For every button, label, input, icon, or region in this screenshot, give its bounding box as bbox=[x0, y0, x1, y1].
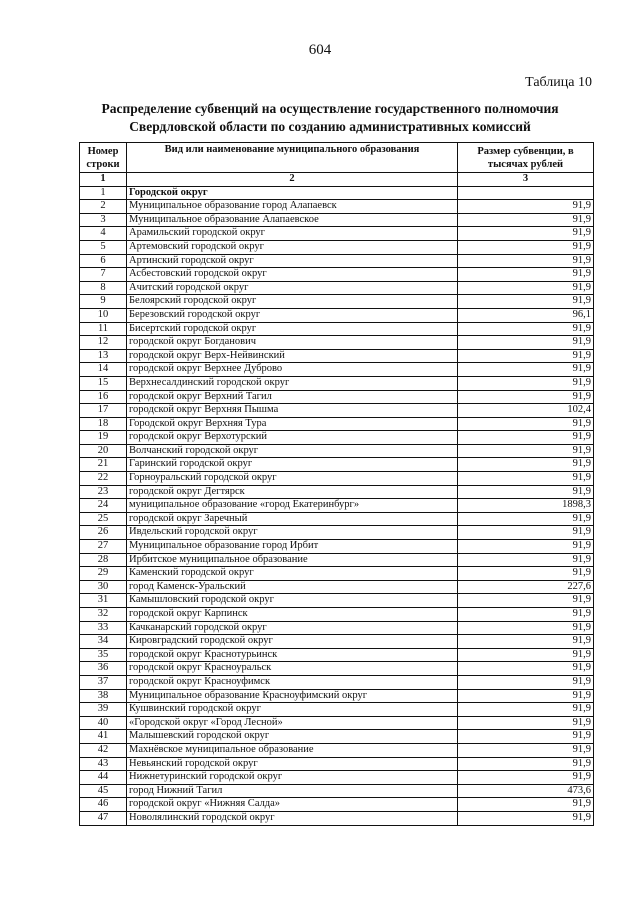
table-row bbox=[80, 485, 594, 499]
table-row bbox=[80, 553, 594, 567]
row-number: 36 bbox=[80, 662, 127, 676]
municipality-name: городской округ Красноуфимск bbox=[127, 675, 458, 689]
municipality-name: Муниципальное образование Алапаевское bbox=[127, 213, 458, 227]
subsidy-amount: 91,9 bbox=[458, 553, 594, 567]
municipality-name: городской округ Верхняя Пышма bbox=[127, 404, 458, 418]
municipality-name: Камышловский городской округ bbox=[127, 594, 458, 608]
column-index-3: 3 bbox=[458, 173, 594, 187]
row-number: 30 bbox=[80, 580, 127, 594]
municipality-name: Малышевский городской округ bbox=[127, 730, 458, 744]
municipality-name: Муниципальное образование город Ирбит bbox=[127, 540, 458, 554]
subsidy-amount: 91,9 bbox=[458, 254, 594, 268]
municipality-name: городской округ Верх-Нейвинский bbox=[127, 349, 458, 363]
table-row bbox=[80, 390, 594, 404]
municipality-name: Городской округ bbox=[127, 186, 458, 200]
header-row-number: Номер строки bbox=[80, 143, 127, 173]
subsidy-amount: 91,9 bbox=[458, 227, 594, 241]
table-row bbox=[80, 200, 594, 214]
table-row bbox=[80, 594, 594, 608]
subsidy-amount: 91,9 bbox=[458, 200, 594, 214]
table-row bbox=[80, 444, 594, 458]
table-row bbox=[80, 743, 594, 757]
municipality-name: Волчанский городской округ bbox=[127, 444, 458, 458]
municipality-name: городской округ Дегтярск bbox=[127, 485, 458, 499]
subsidy-amount bbox=[458, 186, 594, 200]
row-number: 25 bbox=[80, 512, 127, 526]
subsidy-amount: 91,9 bbox=[458, 472, 594, 486]
subsidy-amount: 91,9 bbox=[458, 444, 594, 458]
municipality-name: городской округ Заречный bbox=[127, 512, 458, 526]
row-number: 26 bbox=[80, 526, 127, 540]
subsidy-amount: 91,9 bbox=[458, 771, 594, 785]
row-number: 29 bbox=[80, 567, 127, 581]
row-number: 12 bbox=[80, 336, 127, 350]
subsidy-amount: 91,9 bbox=[458, 390, 594, 404]
table-row bbox=[80, 540, 594, 554]
subsidy-amount: 91,9 bbox=[458, 213, 594, 227]
subsidy-amount: 91,9 bbox=[458, 431, 594, 445]
subsidy-amount: 91,9 bbox=[458, 662, 594, 676]
table-row bbox=[80, 811, 594, 825]
table-row bbox=[80, 240, 594, 254]
municipality-name: городской округ Карпинск bbox=[127, 608, 458, 622]
row-number: 5 bbox=[80, 240, 127, 254]
table-row bbox=[80, 376, 594, 390]
row-number: 27 bbox=[80, 540, 127, 554]
subsidy-amount: 91,9 bbox=[458, 512, 594, 526]
header-municipality: Вид или наименование муниципального образования bbox=[127, 143, 458, 173]
municipality-name: городской округ Верхотурский bbox=[127, 431, 458, 445]
subsidy-amount: 102,4 bbox=[458, 404, 594, 418]
table-row bbox=[80, 580, 594, 594]
subsidy-amount: 91,9 bbox=[458, 458, 594, 472]
table-row bbox=[80, 322, 594, 336]
row-number: 19 bbox=[80, 431, 127, 445]
table-row bbox=[80, 308, 594, 322]
municipality-name: Белоярский городской округ bbox=[127, 295, 458, 309]
row-number: 40 bbox=[80, 716, 127, 730]
table-row bbox=[80, 512, 594, 526]
subsidy-amount: 91,9 bbox=[458, 730, 594, 744]
table-row bbox=[80, 608, 594, 622]
subsidy-amount: 91,9 bbox=[458, 757, 594, 771]
row-number: 44 bbox=[80, 771, 127, 785]
row-number: 34 bbox=[80, 635, 127, 649]
row-number: 41 bbox=[80, 730, 127, 744]
table-row bbox=[80, 336, 594, 350]
row-number: 35 bbox=[80, 648, 127, 662]
subsidy-amount: 91,9 bbox=[458, 240, 594, 254]
column-index-1: 1 bbox=[80, 173, 127, 187]
row-number: 9 bbox=[80, 295, 127, 309]
municipality-name: Новолялинский городской округ bbox=[127, 811, 458, 825]
municipality-name: Нижнетуринский городской округ bbox=[127, 771, 458, 785]
municipality-name: городской округ «Нижняя Салда» bbox=[127, 798, 458, 812]
table-row bbox=[80, 689, 594, 703]
row-number: 37 bbox=[80, 675, 127, 689]
municipality-name: Качканарский городской округ bbox=[127, 621, 458, 635]
row-number: 4 bbox=[80, 227, 127, 241]
row-number: 45 bbox=[80, 784, 127, 798]
subsidy-amount: 91,9 bbox=[458, 567, 594, 581]
subsidy-amount: 91,9 bbox=[458, 689, 594, 703]
table-row bbox=[80, 499, 594, 513]
subsidy-amount: 91,9 bbox=[458, 635, 594, 649]
table-row bbox=[80, 784, 594, 798]
header-row bbox=[80, 143, 594, 173]
row-number: 20 bbox=[80, 444, 127, 458]
municipality-name: городской округ Красноуральск bbox=[127, 662, 458, 676]
subsidy-amount: 473,6 bbox=[458, 784, 594, 798]
row-number: 22 bbox=[80, 472, 127, 486]
row-number: 7 bbox=[80, 268, 127, 282]
table-row bbox=[80, 675, 594, 689]
table-row bbox=[80, 213, 594, 227]
row-number: 23 bbox=[80, 485, 127, 499]
row-number: 3 bbox=[80, 213, 127, 227]
municipality-name: город Нижний Тагил bbox=[127, 784, 458, 798]
subsidy-amount: 91,9 bbox=[458, 268, 594, 282]
municipality-name: Махнёвское муниципальное образование bbox=[127, 743, 458, 757]
subsidy-amount: 91,9 bbox=[458, 295, 594, 309]
subsidy-amount: 91,9 bbox=[458, 716, 594, 730]
table-row bbox=[80, 349, 594, 363]
municipality-name: городской округ Богданович bbox=[127, 336, 458, 350]
row-number: 18 bbox=[80, 417, 127, 431]
municipality-name: Асбестовский городской округ bbox=[127, 268, 458, 282]
row-number: 39 bbox=[80, 703, 127, 717]
municipality-name: Кушвинский городской округ bbox=[127, 703, 458, 717]
row-number: 11 bbox=[80, 322, 127, 336]
municipality-name: Горноуральский городской округ bbox=[127, 472, 458, 486]
table-row bbox=[80, 621, 594, 635]
row-number: 15 bbox=[80, 376, 127, 390]
row-number: 38 bbox=[80, 689, 127, 703]
table-row bbox=[80, 417, 594, 431]
municipality-name: городской округ Верхнее Дуброво bbox=[127, 363, 458, 377]
table-label: Таблица 10 bbox=[525, 75, 592, 90]
row-number: 32 bbox=[80, 608, 127, 622]
subsidy-table bbox=[79, 142, 594, 826]
table-row bbox=[80, 472, 594, 486]
table-row bbox=[80, 798, 594, 812]
municipality-name: Городской округ Верхняя Тура bbox=[127, 417, 458, 431]
table-row bbox=[80, 648, 594, 662]
municipality-name: Ачитский городской округ bbox=[127, 281, 458, 295]
subsidy-amount: 91,9 bbox=[458, 485, 594, 499]
row-number: 2 bbox=[80, 200, 127, 214]
table-row bbox=[80, 431, 594, 445]
municipality-name: Кировградский городской округ bbox=[127, 635, 458, 649]
municipality-name: Арамильский городской округ bbox=[127, 227, 458, 241]
column-index-2: 2 bbox=[127, 173, 458, 187]
subsidy-amount: 91,9 bbox=[458, 417, 594, 431]
subsidy-amount: 91,9 bbox=[458, 811, 594, 825]
row-number: 14 bbox=[80, 363, 127, 377]
row-number: 42 bbox=[80, 743, 127, 757]
row-number: 43 bbox=[80, 757, 127, 771]
row-number: 28 bbox=[80, 553, 127, 567]
municipality-name: городской округ Верхний Тагил bbox=[127, 390, 458, 404]
page-number: 604 bbox=[308, 42, 332, 58]
table-row bbox=[80, 703, 594, 717]
table-row bbox=[80, 268, 594, 282]
title-line-2: Свердловской области по созданию административных комиссий bbox=[129, 119, 531, 134]
municipality-name: Невьянский городской округ bbox=[127, 757, 458, 771]
table-row bbox=[80, 186, 594, 200]
table-row bbox=[80, 363, 594, 377]
municipality-name: Муниципальное образование Красноуфимский округ bbox=[127, 689, 458, 703]
municipality-name: Артинский городской округ bbox=[127, 254, 458, 268]
subsidy-amount: 91,9 bbox=[458, 281, 594, 295]
row-number: 47 bbox=[80, 811, 127, 825]
table-row bbox=[80, 458, 594, 472]
row-number: 13 bbox=[80, 349, 127, 363]
subsidy-amount: 1898,3 bbox=[458, 499, 594, 513]
table-row bbox=[80, 404, 594, 418]
row-number: 8 bbox=[80, 281, 127, 295]
table-row bbox=[80, 716, 594, 730]
subsidy-amount: 91,9 bbox=[458, 621, 594, 635]
table-row bbox=[80, 757, 594, 771]
row-number: 10 bbox=[80, 308, 127, 322]
subsidy-amount: 91,9 bbox=[458, 376, 594, 390]
table-row bbox=[80, 662, 594, 676]
municipality-name: муниципальное образование «город Екатеринбург» bbox=[127, 499, 458, 513]
row-number: 6 bbox=[80, 254, 127, 268]
subsidy-amount: 91,9 bbox=[458, 336, 594, 350]
table-row bbox=[80, 281, 594, 295]
table-row bbox=[80, 771, 594, 785]
municipality-name: Березовский городской округ bbox=[127, 308, 458, 322]
document-title bbox=[60, 100, 600, 136]
subsidy-amount: 91,9 bbox=[458, 703, 594, 717]
row-number: 31 bbox=[80, 594, 127, 608]
header-subsidy-amount: Размер субвенции, в тысячах рублей bbox=[458, 143, 594, 173]
subsidy-amount: 91,9 bbox=[458, 322, 594, 336]
municipality-name: Ирбитское муниципальное образование bbox=[127, 553, 458, 567]
municipality-name: город Каменск-Уральский bbox=[127, 580, 458, 594]
municipality-name: городской округ Краснотурьинск bbox=[127, 648, 458, 662]
row-number: 21 bbox=[80, 458, 127, 472]
row-number: 17 bbox=[80, 404, 127, 418]
municipality-name: Бисертский городской округ bbox=[127, 322, 458, 336]
municipality-name: Муниципальное образование город Алапаевск bbox=[127, 200, 458, 214]
subsidy-amount: 91,9 bbox=[458, 540, 594, 554]
row-number: 46 bbox=[80, 798, 127, 812]
column-index-row bbox=[80, 173, 594, 187]
subsidy-amount: 91,9 bbox=[458, 526, 594, 540]
subsidy-amount: 96,1 bbox=[458, 308, 594, 322]
municipality-name: Каменский городской округ bbox=[127, 567, 458, 581]
row-number: 16 bbox=[80, 390, 127, 404]
municipality-name: Артемовский городской округ bbox=[127, 240, 458, 254]
subsidy-amount: 227,6 bbox=[458, 580, 594, 594]
subsidy-amount: 91,9 bbox=[458, 743, 594, 757]
municipality-name: Верхнесалдинский городской округ bbox=[127, 376, 458, 390]
municipality-name: Гаринский городской округ bbox=[127, 458, 458, 472]
table-row bbox=[80, 526, 594, 540]
row-number: 33 bbox=[80, 621, 127, 635]
subsidy-amount: 91,9 bbox=[458, 648, 594, 662]
row-number: 24 bbox=[80, 499, 127, 513]
subsidy-amount: 91,9 bbox=[458, 608, 594, 622]
subsidy-amount: 91,9 bbox=[458, 349, 594, 363]
table-row bbox=[80, 635, 594, 649]
municipality-name: Ивдельский городской округ bbox=[127, 526, 458, 540]
table-row bbox=[80, 295, 594, 309]
table-row bbox=[80, 227, 594, 241]
subsidy-amount: 91,9 bbox=[458, 675, 594, 689]
subsidy-amount: 91,9 bbox=[458, 798, 594, 812]
table-row bbox=[80, 730, 594, 744]
subsidy-amount: 91,9 bbox=[458, 594, 594, 608]
subsidy-amount: 91,9 bbox=[458, 363, 594, 377]
municipality-name: «Городской округ «Город Лесной» bbox=[127, 716, 458, 730]
table-row bbox=[80, 567, 594, 581]
row-number: 1 bbox=[80, 186, 127, 200]
table-row bbox=[80, 254, 594, 268]
title-line-1: Распределение субвенций на осуществление государственного полномочия bbox=[101, 101, 559, 116]
